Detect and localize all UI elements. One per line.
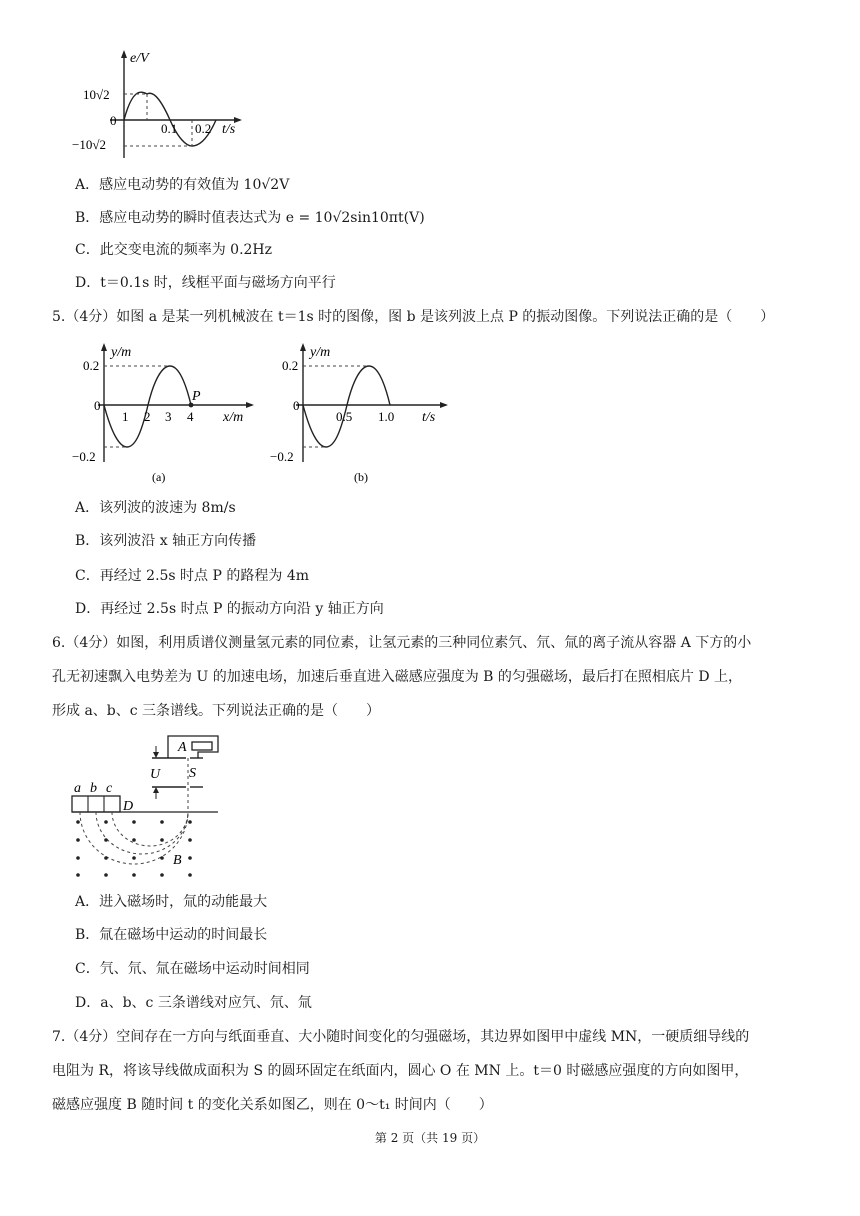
u-arrow-top-head (153, 752, 159, 758)
q6-option-b[interactable]: B．氚在磁场中运动的时间最长 (75, 927, 268, 943)
t-tick-10: 1.0 (378, 409, 395, 424)
x-axis-label: x/m (223, 410, 244, 425)
q7-stem-line-1: 7.（4分）空间存在一方向与纸面垂直、大小随时间变化的匀强磁场，其边界如图甲中虚线 MN，一硬质细导线的 (52, 1029, 750, 1045)
x-axis-arrow (246, 402, 254, 408)
y-axis-arrow (101, 343, 107, 351)
q4-emf-graph (70, 46, 250, 164)
q6-stem-line-2: 孔无初速飘入电势差为 U 的加速电场，加速后垂直进入磁感应强度为 B 的匀强磁场，最后打在照相底片 D 上， (52, 669, 743, 685)
label-c-line: c (106, 781, 113, 796)
q4-option-c[interactable]: C．此交变电流的频率为 0.2Hz (75, 242, 273, 258)
t-tick-2: 0.2 (195, 121, 212, 136)
label-u: U (150, 767, 161, 782)
q5-option-a[interactable]: A．该列波的波速为 8m/s (75, 500, 236, 516)
q5-option-c[interactable]: C．再经过 2.5s 时点 P 的路程为 4m (75, 568, 310, 584)
wave-curve (104, 366, 191, 447)
q5-stem: 5.（4分）如图 a 是某一列机械波在 t＝1s 时的图像，图 b 是该列波上点 P 的振动图像。下列说法正确的是（ ） (52, 309, 775, 325)
point-p-label: P (192, 389, 201, 404)
y-neg-tick: −0.2 (270, 449, 294, 464)
magnetic-field-dots (76, 820, 192, 877)
page-footer: 第 2 页（共 19 页） (374, 1131, 486, 1145)
t-tick-1: 0.1 (161, 121, 178, 136)
y-axis-label: y/m (111, 345, 132, 360)
y-axis-label: e/V (130, 51, 149, 66)
y-axis-arrow (121, 50, 127, 58)
container-a-nozzle (192, 742, 212, 750)
y-neg-tick: −10√2 (72, 137, 106, 152)
caption-b: (b) (354, 470, 368, 484)
label-a-container: A (178, 740, 187, 755)
track-c (112, 812, 188, 846)
q5-option-d[interactable]: D．再经过 2.5s 时点 P 的振动方向沿 y 轴正方向 (75, 601, 384, 617)
vibration-curve (303, 366, 390, 447)
track-b (96, 812, 188, 854)
t-tick-05: 0.5 (336, 409, 353, 424)
t-axis-arrow (440, 402, 448, 408)
t-axis-label: t/s (222, 122, 236, 137)
label-s: S (189, 766, 196, 781)
q6-option-c[interactable]: C．氕、氘、氚在磁场中运动时间相同 (75, 961, 310, 977)
emf-curve (124, 92, 216, 146)
y-neg-tick: −0.2 (72, 449, 96, 464)
label-b-field: B (173, 853, 182, 868)
photo-plate-d (72, 796, 120, 812)
q4-option-d[interactable]: D．t＝0.1s 时，线框平面与磁场方向平行 (75, 275, 336, 291)
y-axis-label: y/m (310, 345, 331, 360)
q7-stem-line-3: 磁感应强度 B 随时间 t 的变化关系如图乙，则在 0～t₁ 时间内（ ） (52, 1097, 493, 1113)
y-pos-tick: 0.2 (282, 358, 299, 373)
origin-label: 0 (110, 113, 117, 128)
q5-wave-graph-a (72, 340, 262, 488)
q5-vibration-graph-b (266, 340, 456, 488)
t-axis-label: t/s (422, 410, 436, 425)
y-pos-tick: 0.2 (83, 358, 100, 373)
q4-option-a[interactable]: A．感应电动势的有效值为 10√2V (75, 177, 290, 193)
q6-stem-line-1: 6.（4分）如图，利用质谱仪测量氢元素的同位素，让氢元素的三种同位素氕、氘、氚的离子流从容器 A 下方的小 (52, 635, 752, 651)
y-pos-tick: 10√2 (83, 87, 110, 102)
label-d-plate: D (123, 799, 134, 814)
label-b-line: b (90, 781, 97, 796)
x-tick-2: 2 (144, 409, 151, 424)
caption-a: (a) (152, 470, 166, 484)
origin-label: 0 (293, 398, 300, 413)
q5-option-b[interactable]: B．该列波沿 x 轴正方向传播 (75, 533, 257, 549)
q6-mass-spectrometer-figure (68, 732, 228, 884)
x-tick-3: 3 (165, 409, 172, 424)
origin-label: 0 (94, 398, 101, 413)
u-arrow-bottom-head (153, 787, 159, 793)
q7-stem-line-2: 电阻为 R，将该导线做成面积为 S 的圆环固定在纸面内，圆心 O 在 MN 上。t＝0 时磁感应强度的方向如图甲， (52, 1063, 749, 1079)
q6-stem-line-3: 形成 a、b、c 三条谱线。下列说法正确的是（ ） (52, 703, 381, 719)
y-axis-arrow (300, 343, 306, 351)
q6-option-a[interactable]: A．进入磁场时，氚的动能最大 (75, 894, 268, 910)
q4-option-b[interactable]: B．感应电动势的瞬时值表达式为 e = 10√2sin10πt(V) (75, 210, 425, 226)
x-tick-1: 1 (122, 409, 129, 424)
container-a (168, 736, 218, 758)
x-tick-4: 4 (187, 409, 194, 424)
q6-option-d[interactable]: D．a、b、c 三条谱线对应氕、氘、氚 (75, 995, 312, 1011)
label-a-line: a (74, 781, 81, 796)
